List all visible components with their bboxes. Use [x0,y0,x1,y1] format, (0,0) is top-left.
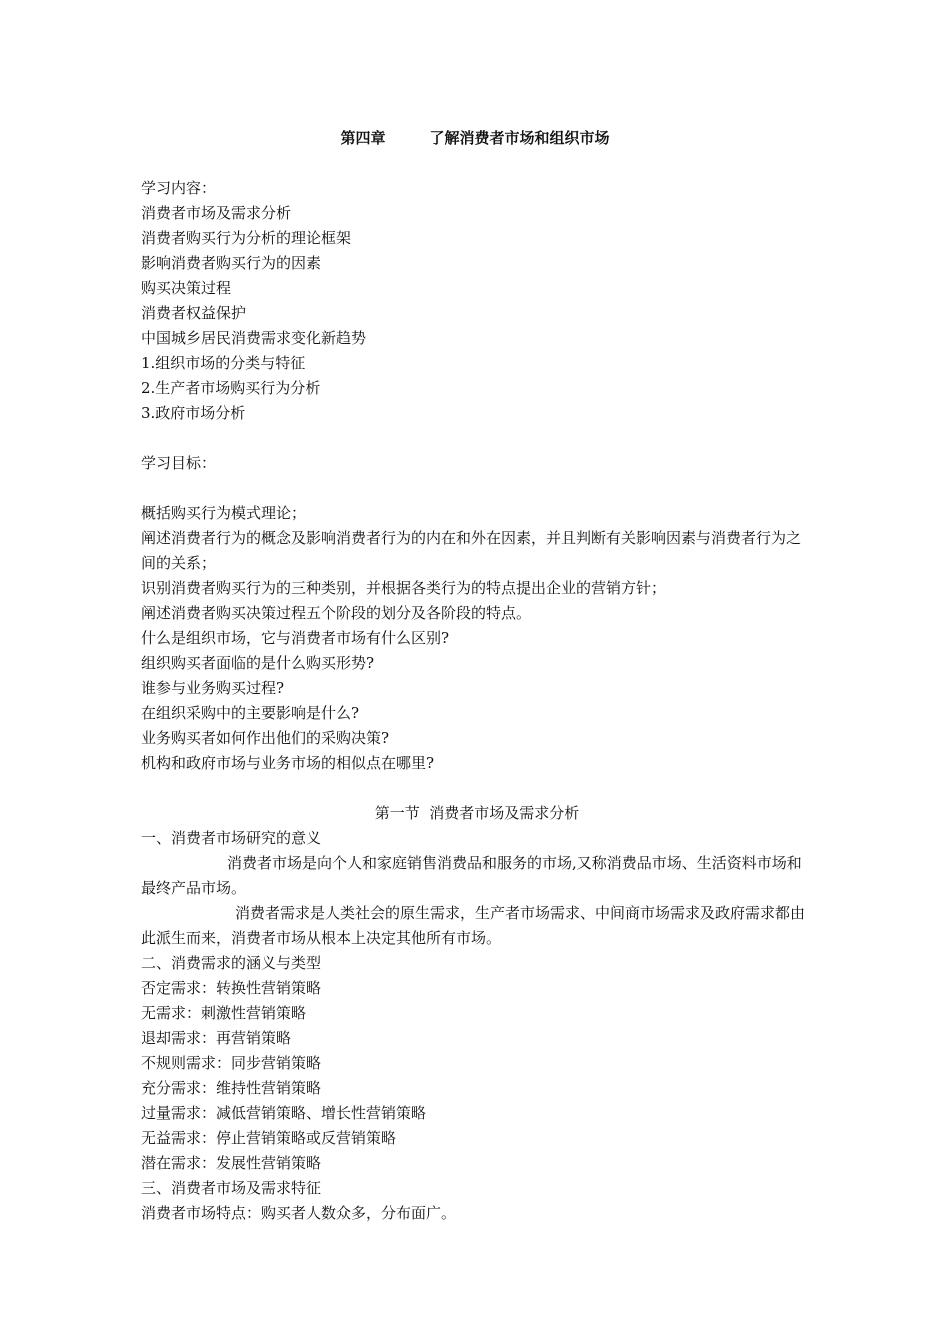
demand-item: 退却需求：再营销策略 [141,1029,292,1047]
demand-item: 潜在需求：发展性营销策略 [141,1154,322,1172]
demand-item: 不规则需求：同步营销策略 [141,1054,322,1072]
content-item: 购买决策过程 [141,279,232,297]
demand-item: 过量需求：减低营销策略、增长性营销策略 [141,1104,427,1122]
section-title: 第一节 消费者市场及需求分析 [374,804,580,822]
demand-item: 否定需求：转换性营销策略 [141,979,322,997]
paragraph: 消费者需求是人类社会的原生需求，生产者市场需求、中间商市场需求及政府需求都由此派生而来，消费者市场从根本上决定其他所有市场。 [141,904,806,947]
subsection-heading: 三、消费者市场及需求特征 [141,1179,322,1197]
subsection-heading: 二、消费需求的涵义与类型 [141,954,322,972]
content-heading: 学习内容： [141,179,217,197]
content-item: 中国城乡居民消费需求变化新趋势 [141,329,367,347]
content-item: 3.政府市场分析 [141,404,246,422]
paragraph: 消费者市场特点：购买者人数众多，分布面广。 [141,1204,457,1222]
goal-item: 组织购买者面临的是什么购买形势? [141,654,375,672]
goals-heading: 学习目标： [141,454,217,472]
chapter-title [0,128,950,148]
goal-item: 概括购买行为模式理论； [141,504,307,522]
content-item: 2.生产者市场购买行为分析 [141,379,321,397]
chapter-number: 第四章 [340,129,386,147]
goal-item: 谁参与业务购买过程? [141,679,285,697]
demand-item: 充分需求：维持性营销策略 [141,1079,322,1097]
goal-item: 在组织采购中的主要影响是什么? [141,704,360,722]
content-item: 1.组织市场的分类与特征 [141,354,306,372]
content-item: 消费者市场及需求分析 [141,204,292,222]
subsection-heading: 一、消费者市场研究的意义 [141,829,322,847]
demand-item: 无益需求：停止营销策略或反营销策略 [141,1129,397,1147]
paragraph: 消费者市场是向个人和家庭销售消费品和服务的市场,又称消费品市场、生活资料市场和最终产品市场。 [141,854,802,897]
goal-item: 机构和政府市场与业务市场的相似点在哪里? [141,754,435,772]
content-item: 消费者购买行为分析的理论框架 [141,229,352,247]
demand-item: 无需求：刺激性营销策略 [141,1004,307,1022]
goal-item: 识别消费者购买行为的三种类别，并根据各类行为的特点提出企业的营销方针； [141,579,667,597]
goal-item: 阐述消费者行为的概念及影响消费者行为的内在和外在因素，并且判断有关影响因素与消费者行为之间的关系； [141,529,802,572]
document-body [141,176,813,1226]
content-item: 消费者权益保护 [141,304,247,322]
goal-item: 阐述消费者购买决策过程五个阶段的划分及各阶段的特点。 [141,604,532,622]
content-item: 影响消费者购买行为的因素 [141,254,322,272]
goal-item: 什么是组织市场，它与消费者市场有什么区别? [141,629,450,647]
goal-item: 业务购买者如何作出他们的采购决策? [141,729,390,747]
chapter-name: 了解消费者市场和组织市场 [429,129,610,147]
